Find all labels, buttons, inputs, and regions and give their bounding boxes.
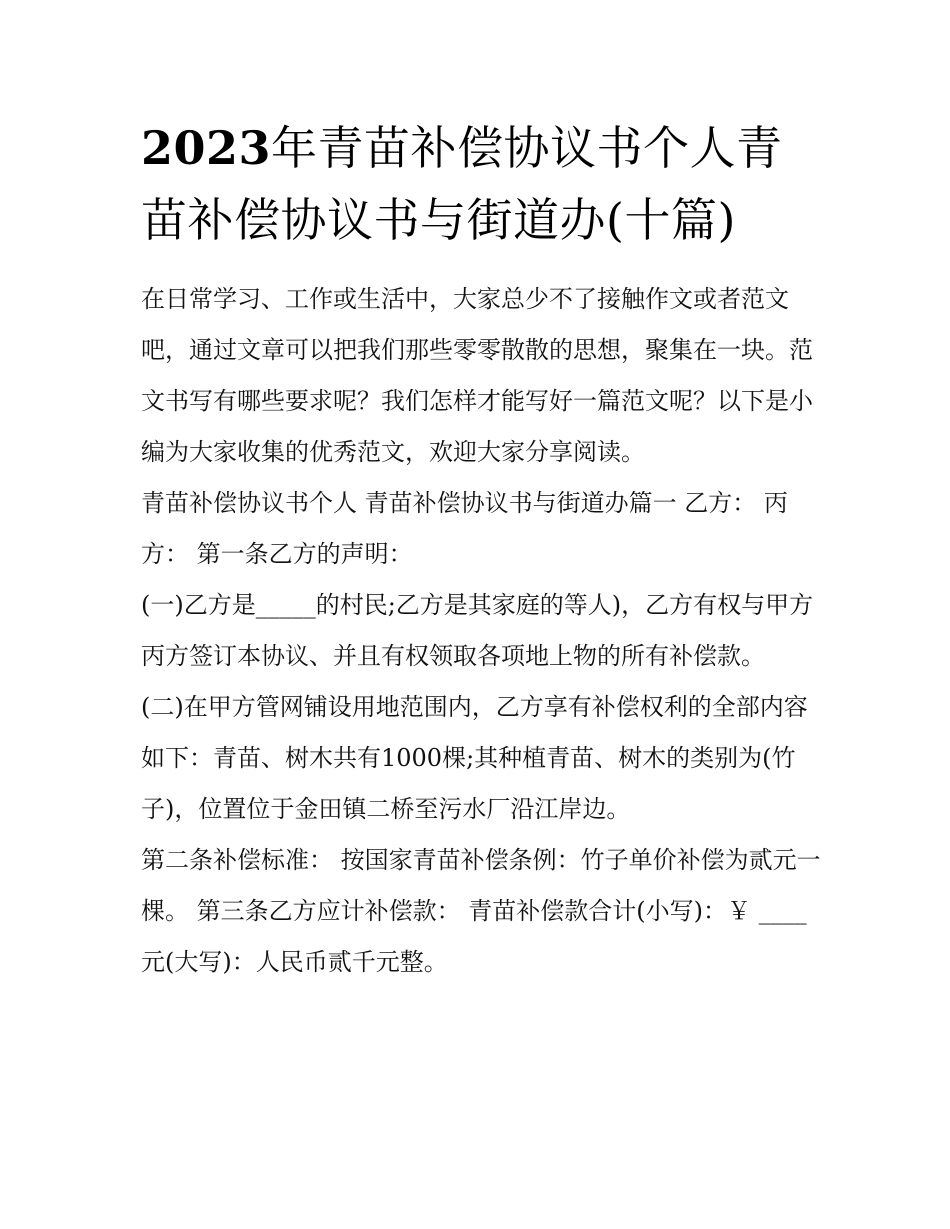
paragraph-clause-2: (二)在甲方管网铺设用地范围内，乙方享有补偿权利的全部内容如下：青苗、树木共有1000棵;其种植青苗、树木的类别为(竹子)，位置位于金田镇二桥至污水厂沿江岸边。 xyxy=(141,693,808,823)
paragraph-article-heading: 青苗补偿协议书个人 青苗补偿协议书与街道办篇一 乙方： 丙方： 第一条乙方的声明： xyxy=(141,489,788,568)
title-year: 2023 xyxy=(141,121,272,175)
title-text: 年青苗补偿协议书个人青苗补偿协议书与街道办(十篇) xyxy=(141,121,783,247)
document-body xyxy=(141,112,821,988)
paragraph-clause-1: (一)乙方是_____的村民;乙方是其家庭的等人)，乙方有权与甲方丙方签订本协议、并且有权领取各项地上物的所有补偿款。 xyxy=(141,591,814,670)
paragraph-compensation: 第二条补偿标准： 按国家青苗补偿条例：竹子单价补偿为贰元一棵。 第三条乙方应计补偿款： 青苗补偿款合计(小写)：￥ ____元(大写)：人民币贰千元整。 xyxy=(141,846,821,976)
paragraph-intro: 在日常学习、工作或生活中，大家总少不了接触作文或者范文吧，通过文章可以把我们那些零零散散的思想，聚集在一块。范文书写有哪些要求呢？我们怎样才能写好一篇范文呢？以下是小编为大家收集的优秀范文，欢迎大家分享阅读。 xyxy=(141,285,813,466)
document-title xyxy=(141,112,821,256)
